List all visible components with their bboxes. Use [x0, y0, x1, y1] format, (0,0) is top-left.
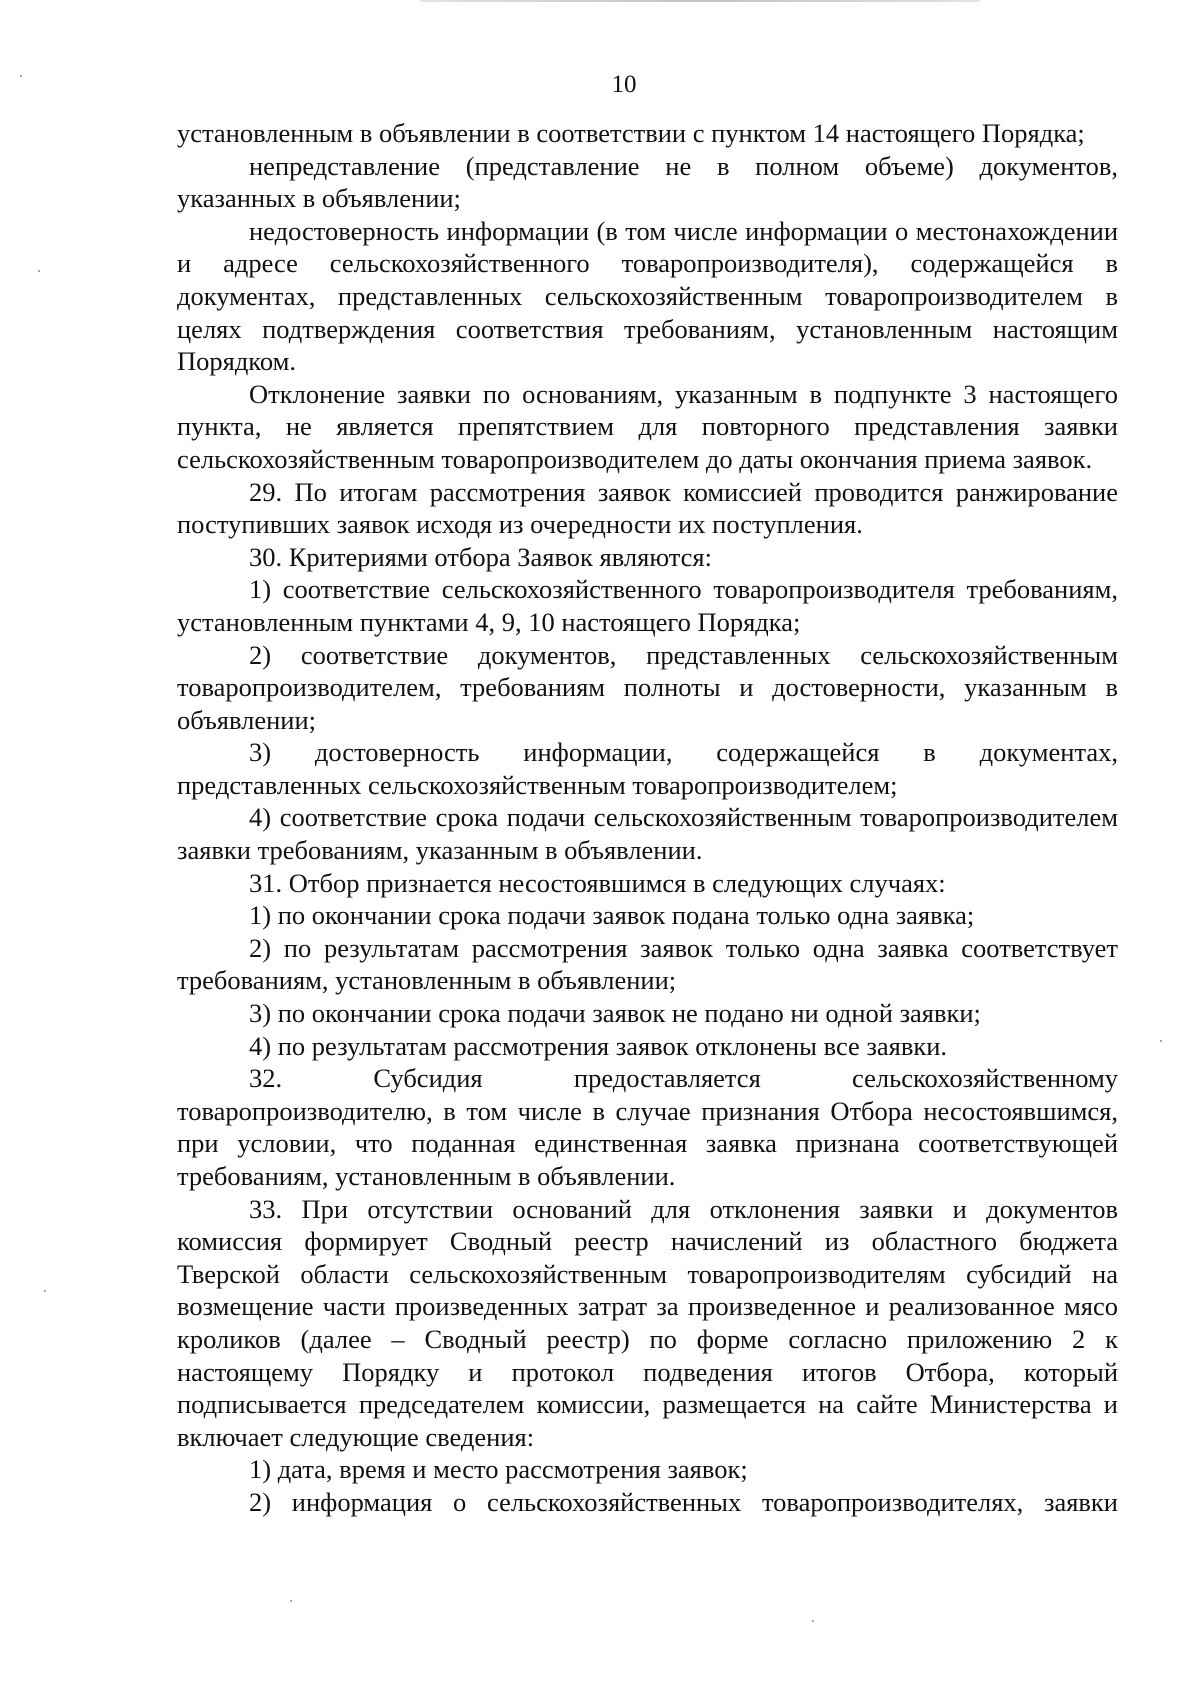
- paragraph-p2: непредставление (представление не в полном объеме) документов, указанных в объявлении;: [177, 150, 1118, 214]
- paragraph-p12: 1) по окончании срока подачи заявок подана только одна заявка;: [249, 900, 975, 931]
- paragraph-p18: 1) дата, время и место рассмотрения заявок;: [249, 1454, 748, 1485]
- paragraph-p7: 1) соответствие сельскохозяйственного товаропроизводителя требованиям, установленным пунктами 4, 9, 10 настоящего Порядка;: [177, 574, 1118, 637]
- paragraph-p16: 32. Субсидия предоставляется сельскохозяйственному товаропроизводителю, в том числе в случае признания Отбора несостоявшимся, при условии, что поданная единственная заявка признана соответствующей требованиям, установленным в объявлении.: [177, 1063, 1118, 1191]
- paragraph-p8: 2) соответствие документов, представленных сельскохозяйственным товаропроизводителем, требованиям полноты и достоверности, указанным в объявлении;: [177, 639, 1118, 735]
- scan-speck: [1160, 1040, 1162, 1042]
- page-number: 10: [611, 71, 637, 98]
- scan-edge: [420, 0, 980, 2]
- scan-speck: [20, 75, 22, 77]
- paragraph-p11: 31. Отбор признается несостоявшимся в следующих случаях:: [249, 867, 946, 898]
- paragraph-p1: установленным в объявлении в соответствии с пунктом 14 настоящего Порядка;: [177, 118, 1085, 148]
- scan-speck: [812, 1620, 814, 1622]
- paragraph-p14: 3) по окончании срока подачи заявок не подано ни одной заявки;: [249, 998, 981, 1029]
- paragraph-p3: недостоверность информации (в том числе информации о местонахождении и адресе сельскохозяйственного товаропроизводителя), содержащейся в документах, представленных сельскохозяйственным товаропроизводителем в целях подтверждения соответствия требованиям, установленным настоящим Порядком.: [177, 215, 1118, 377]
- paragraph-p5: 29. По итогам рассмотрения заявок комиссией проводится ранжирование поступивших заявок исходя из очередности их поступления.: [177, 476, 1118, 540]
- paragraph-p17: 33. При отсутствии оснований для отклонения заявки и документов комиссия формирует Сводный реестр начислений из областного бюджета Тверской области сельскохозяйственным товаропроизводителям субсидий на возмещение части произведенных затрат за произведенное и реализованное мясо кроликов (далее – Сводный реестр) по форме согласно приложению 2 к настоящему Порядку и протокол подведения итогов Отбора, который подписывается председателем комиссии, размещается на сайте Министерства и включает следующие сведения:: [177, 1193, 1118, 1452]
- document-body: [177, 117, 1118, 1519]
- paragraph-p6: 30. Критериями отбора Заявок являются:: [249, 541, 712, 572]
- paragraph-p4: Отклонение заявки по основаниям, указанным в подпункте 3 настоящего пункта, не является препятствием для повторного представления заявки сельскохозяйственным товаропроизводителем до даты окончания приема заявок.: [177, 378, 1118, 474]
- paragraph-p15: 4) по результатам рассмотрения заявок отклонены все заявки.: [249, 1030, 948, 1061]
- paragraph-p13: 2) по результатам рассмотрения заявок только одна заявка соответствует требованиям, установленным в объявлении;: [177, 932, 1118, 996]
- paragraph-p9: 3) достоверность информации, содержащейся в документах, представленных сельскохозяйственным товаропроизводителем;: [177, 737, 1118, 800]
- paragraph-p19: 2) информация о сельскохозяйственных товаропроизводителях, заявки: [249, 1486, 1118, 1517]
- scan-speck: [290, 1600, 292, 1602]
- scan-speck: [44, 1290, 46, 1292]
- scan-speck: [38, 270, 40, 272]
- paragraph-p10: 4) соответствие срока подачи сельскохозяйственным товаропроизводителем заявки требованиям, указанным в объявлении.: [177, 802, 1118, 866]
